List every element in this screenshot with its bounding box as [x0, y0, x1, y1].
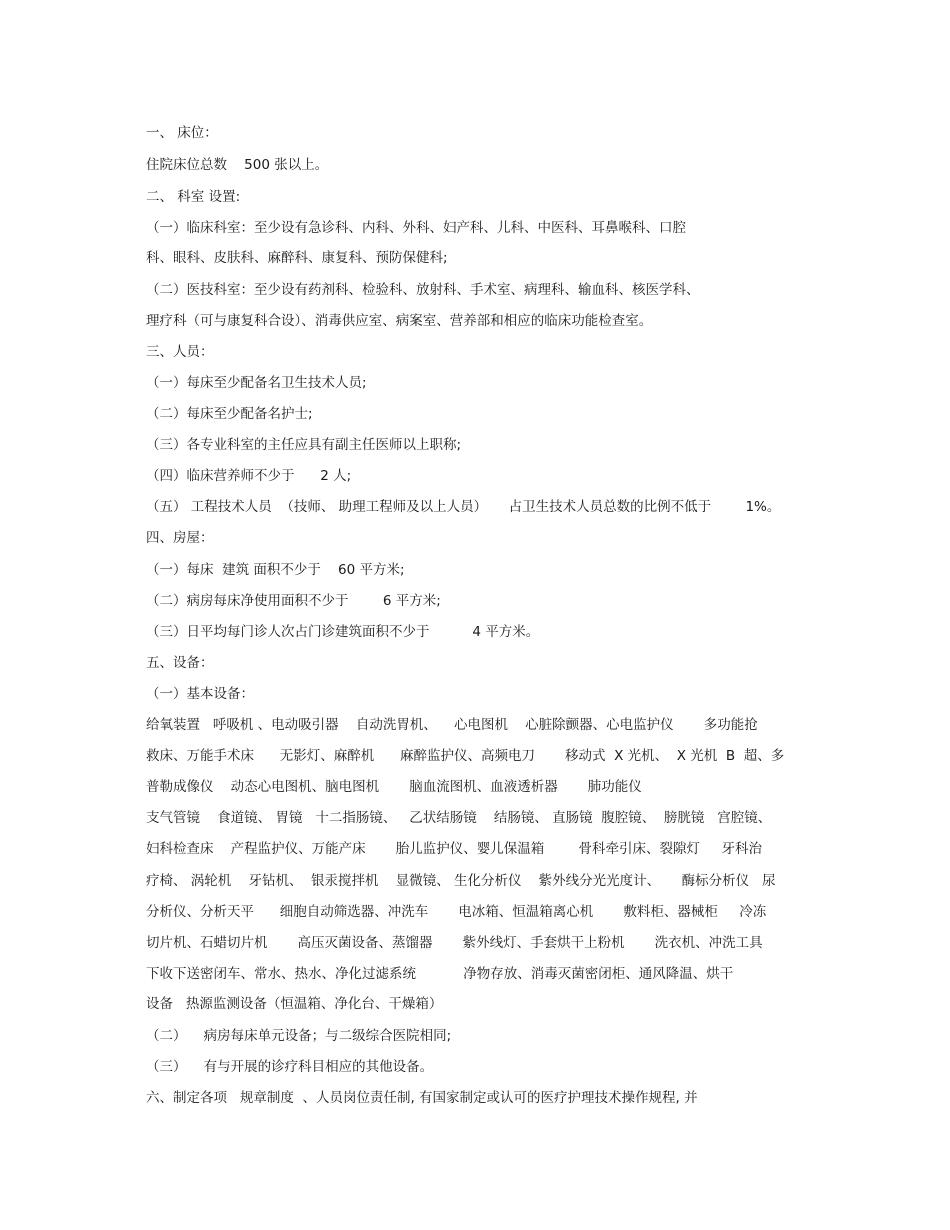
building-item-3: （三）日平均每门诊人次占门诊建筑面积不少于 4 平方米。	[146, 624, 540, 640]
heading-staff: 三、人员：	[146, 344, 214, 360]
equipment-list-line-10: 设备 热源监测设备（恒温箱、净化台、干燥箱）	[146, 996, 443, 1012]
building-item-2: （二）病房每床净使用面积不少于 6 平方米;	[146, 593, 441, 609]
heading-buildings: 四、房屋：	[146, 530, 214, 546]
equipment-list-line-5: 妇科检查床 产程监护仪、万能产床 胎儿监护仪、婴儿保温箱 骨科牵引床、裂隙灯 牙科治	[146, 841, 762, 857]
equipment-list-line-1: 给氧装置 呼吸机 、电动吸引器 自动洗胃机、 心电图机 心脏除颤器、心电监护仪 多功能抢	[146, 717, 758, 733]
heading-beds: 一、 床位：	[146, 125, 218, 141]
equipment-list-line-3: 普勒成像仪 动态心电图机、脑电图机 脑血流图机、血液透析器 肺功能仪	[146, 779, 642, 795]
building-item-1: （一）每床 建筑 面积不少于 60 平方米;	[146, 562, 405, 578]
equipment-list-line-8: 切片机、石蜡切片机 高压灭菌设备、蒸馏器 紫外线灯、手套烘干上粉机 洗衣机、冲洗工具	[146, 935, 763, 951]
staff-item-4: （四）临床营养师不少于 2 人;	[146, 468, 352, 484]
beds-total-text: 住院床位总数 500 张以上。	[146, 157, 329, 173]
staff-item-2: （二）每床至少配备名护士;	[146, 406, 313, 422]
staff-item-1: （一）每床至少配备名卫生技术人员;	[146, 375, 367, 391]
equipment-item-3: （三） 有与开展的诊疗科目相应的其他设备。	[146, 1059, 434, 1075]
medical-tech-departments-text: （二）医技科室：至少设有药剂科、检验科、放射科、手术室、病理科、输血科、核医学科、	[146, 282, 700, 298]
clinical-departments-text-cont: 科、眼科、皮肤科、麻醉科、康复科、预防保健科;	[146, 250, 448, 266]
heading-departments: 二、 科室 设置:	[146, 189, 241, 205]
staff-item-3: （三）各专业科室的主任应具有副主任医师以上职称;	[146, 437, 462, 453]
equipment-item-2: （二） 病房每床单元设备；与二级综合医院相同;	[146, 1028, 452, 1044]
equipment-list-line-7: 分析仪、分析天平 细胞自动筛选器、冲洗车 电冰箱、恒温箱离心机 敷料柜、器械柜 冷冻	[146, 904, 767, 920]
medical-tech-departments-text-cont: 理疗科（可与康复科合设）、消毒供应室、病案室、营养部和相应的临床功能检查室。	[146, 313, 653, 329]
equipment-list-line-4: 支气管镜 食道镜、 胃镜 十二指肠镜、 乙状结肠镜 结肠镜、 直肠镜 腹腔镜、 膀胱镜 宫腔镜、	[146, 810, 772, 826]
heading-regulations: 六、制定各项 规章制度 、人员岗位责任制, 有国家制定或认可的医疗护理技术操作规程, 并	[146, 1090, 698, 1106]
heading-equipment: 五、设备：	[146, 655, 214, 671]
equipment-subheading-basic: （一）基本设备：	[146, 686, 254, 702]
clinical-departments-text: （一）临床科室：至少设有急诊科、内科、外科、妇产科、儿科、中医科、耳鼻喉科、口腔	[146, 220, 686, 236]
equipment-list-line-2: 救床、万能手术床 无影灯、麻醉机 麻醉监护仪、高频电刀 移动式 X 光机、 X 光机 B 超、多	[146, 748, 785, 764]
staff-item-5: （五） 工程技术人员 （技师、 助理工程师及以上人员） 占卫生技术人员总数的比例不低于 1%。	[146, 499, 781, 515]
equipment-list-line-6: 疗椅、 涡轮机 牙钻机、 银汞搅拌机 显微镜、 生化分析仪 紫外线分光光度计、 酶标分析仪 尿	[146, 873, 776, 889]
equipment-list-line-9: 下收下送密闭车、常水、热水、净化过滤系统 净物存放、消毒灭菌密闭柜、通风降温、烘干	[146, 966, 734, 982]
